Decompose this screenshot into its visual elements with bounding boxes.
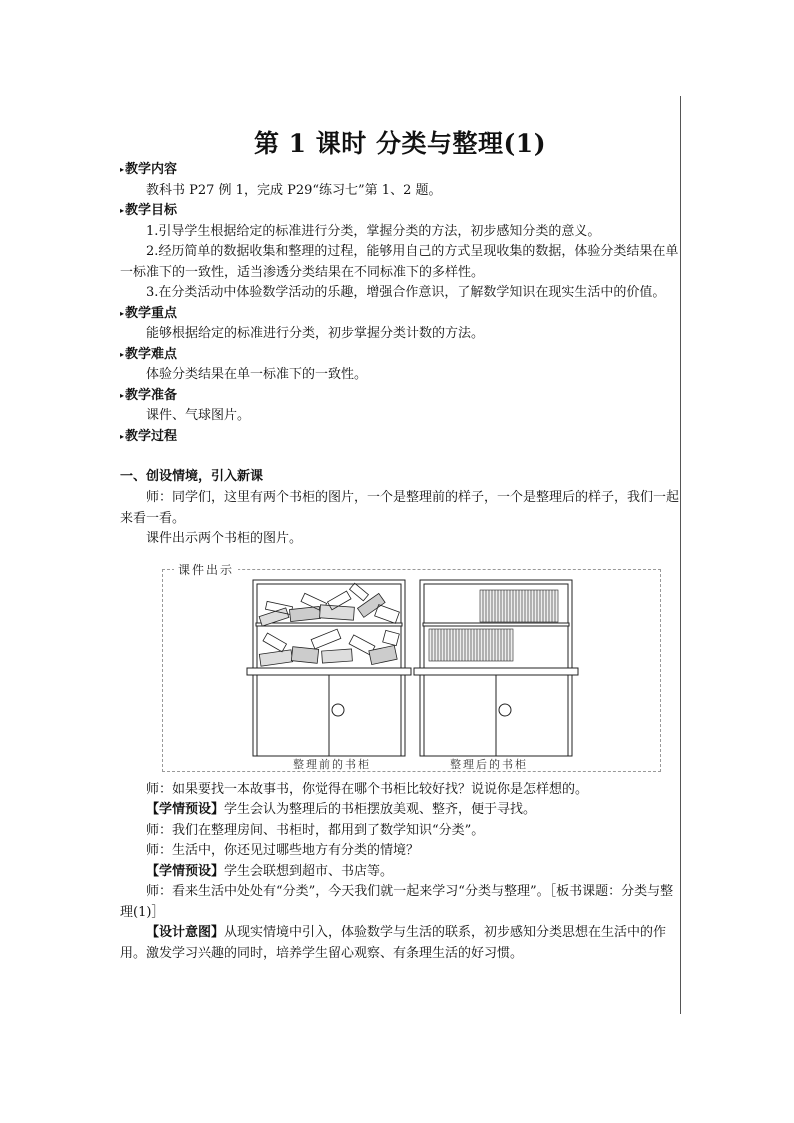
triangle-bullet-icon: ▸: [120, 349, 125, 359]
bookcase-illustration: [162, 560, 661, 772]
margin-line: [680, 96, 681, 1014]
paragraph: 【学情预设】学生会联想到超市、书店等。: [146, 863, 394, 879]
tag-label: 【学情预设】: [146, 802, 225, 817]
neat-books-top: [480, 590, 558, 622]
content-text: 教科书 P27 例 1，完成 P29“练习七”第 1、2 题。: [146, 182, 442, 198]
paragraph: 师：同学们，这里有两个书柜的图片，一个是整理前的样子，一个是整理后的样子，我们一起来看一看。: [120, 490, 680, 526]
paragraph: 师：生活中，你还见过哪些地方有分类的情境？: [146, 843, 420, 858]
section-heading-content: ▸教学内容: [120, 162, 178, 177]
triangle-bullet-icon: ▸: [120, 308, 125, 318]
goal-item: 1.引导学生根据给定的标准进行分类，掌握分类的方法，初步感知分类的意义。: [146, 223, 601, 239]
ledge: [414, 668, 578, 675]
section-heading-goals: ▸教学目标: [120, 203, 178, 218]
door-knob: [332, 704, 344, 716]
triangle-bullet-icon: ▸: [120, 206, 125, 215]
difficulties-text: 体验分类结果在单一标准下的一致性。: [146, 367, 368, 382]
preparation-text: 课件、气球图片。: [146, 408, 251, 423]
triangle-bullet-icon: ▸: [120, 431, 125, 441]
figure-label: 课件出示: [174, 560, 238, 581]
paragraph: 【学情预设】学生会认为整理后的书柜摆放美观、整齐，便于寻找。: [146, 802, 537, 817]
tag-label: 【设计意图】: [146, 925, 225, 940]
bookcase-after: [414, 580, 578, 756]
key-points-text: 能够根据给定的标准进行分类，初步掌握分类计数的方法。: [146, 326, 485, 341]
page-title: 第 1 课时 分类与整理(1): [253, 129, 547, 158]
lesson-content: [120, 160, 680, 964]
section-heading-preparation: ▸教学准备: [120, 387, 178, 403]
triangle-bullet-icon: ▸: [120, 390, 125, 400]
caption-after: 整理后的书柜: [450, 757, 528, 771]
triangle-bullet-icon: ▸: [120, 165, 125, 174]
bookcase-before: [247, 580, 411, 756]
messy-books-bottom: [259, 629, 399, 666]
courseware-figure: [162, 560, 661, 772]
tag-label: 【学情预设】: [146, 863, 225, 879]
ledge: [247, 668, 411, 675]
paragraph: 课件出示两个书柜的图片。: [146, 531, 303, 546]
messy-books-top: [259, 583, 399, 626]
paragraph: 师：我们在整理房间、书柜时，都用到了数学知识“分类”。: [146, 822, 485, 838]
part1-heading: 一、创设情境，引入新课: [120, 469, 264, 484]
goal-item: 2.经历简单的数据收集和整理的过程，能够用自己的方式呈现收集的数据，体验分类结果在单一标准下的一致性，适当渗透分类结果在不同标准下的多样性。: [120, 244, 679, 280]
neat-books-bottom: [429, 629, 513, 661]
goal-item: 3.在分类活动中体验数学活动的乐趣，增强合作意识，了解数学知识在现实生活中的价值。: [146, 285, 666, 300]
door-knob: [499, 704, 511, 716]
paragraph: 【设计意图】从现实情境中引入，体验数学与生活的联系，初步感知分类思想在生活中的作用。激发学习兴趣的同时，培养学生留心观察、有条理生活的好习惯。: [120, 925, 667, 961]
caption-before: 整理前的书柜: [293, 757, 371, 771]
paragraph: 师：如果要找一本故事书，你觉得在哪个书柜比较好找？说说你是怎样想的。: [146, 781, 589, 797]
section-heading-process: ▸教学过程: [120, 428, 178, 444]
section-heading-key-points: ▸教学重点: [120, 305, 178, 321]
paragraph: 师：看来生活中处处有“分类”，今天我们就一起来学习“分类与整理”。［板书课题：分类与整理(1)］: [120, 884, 674, 920]
section-heading-difficulties: ▸教学难点: [120, 346, 178, 362]
